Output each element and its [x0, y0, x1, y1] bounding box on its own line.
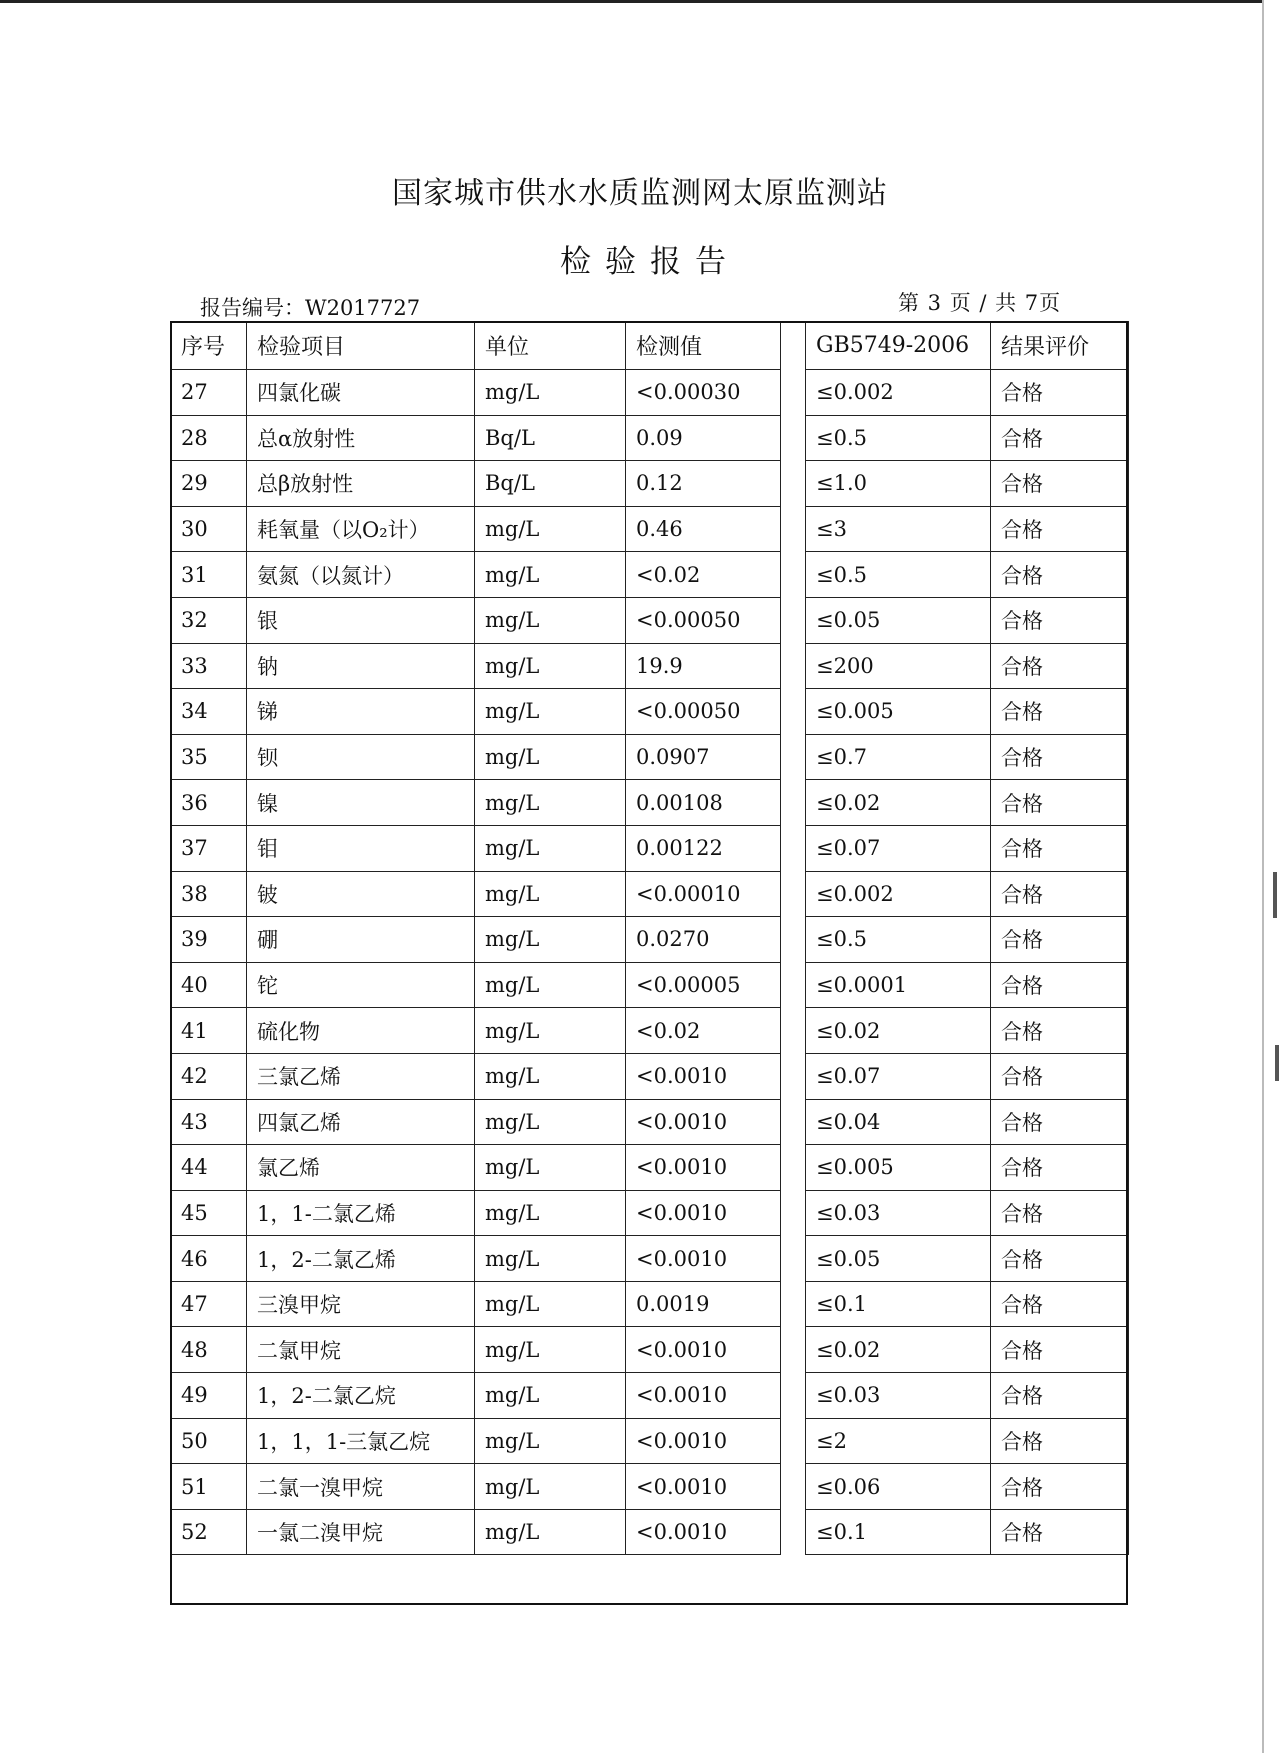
- row-unit: mg/L: [475, 552, 626, 598]
- table-row: [171, 597, 1129, 643]
- row-unit: mg/L: [475, 825, 626, 871]
- column-gap: [781, 1236, 806, 1282]
- row-item: 镍: [247, 780, 475, 826]
- row-index: 48: [171, 1327, 247, 1373]
- row-item: 四氯乙烯: [247, 1099, 475, 1145]
- table-row: [171, 1281, 1129, 1327]
- row-value: <0.0010: [626, 1327, 781, 1373]
- row-item: 铊: [247, 962, 475, 1008]
- row-result: 合格: [991, 1281, 1129, 1327]
- page-subtitle: 检验报告: [560, 244, 740, 280]
- row-index: 38: [171, 871, 247, 917]
- table-row: [171, 1464, 1129, 1510]
- row-value: <0.0010: [626, 1464, 781, 1510]
- row-standard: ≤0.5: [806, 917, 991, 963]
- row-item: 钠: [247, 643, 475, 689]
- row-standard: ≤0.0001: [806, 962, 991, 1008]
- table-row: [171, 871, 1129, 917]
- row-unit: mg/L: [475, 1236, 626, 1282]
- column-gap: [781, 597, 806, 643]
- row-standard: ≤0.5: [806, 552, 991, 598]
- column-gap: [781, 1464, 806, 1510]
- row-standard: ≤0.04: [806, 1099, 991, 1145]
- row-index: 49: [171, 1373, 247, 1419]
- row-standard: ≤0.02: [806, 780, 991, 826]
- row-standard: ≤0.03: [806, 1190, 991, 1236]
- row-item: 1，1-二氯乙烯: [247, 1190, 475, 1236]
- row-item: 硼: [247, 917, 475, 963]
- row-index: 39: [171, 917, 247, 963]
- row-index: 29: [171, 461, 247, 507]
- row-item: 氯乙烯: [247, 1145, 475, 1191]
- row-item: 三溴甲烷: [247, 1281, 475, 1327]
- column-gap: [781, 962, 806, 1008]
- row-standard: ≤0.05: [806, 1236, 991, 1282]
- row-result: 合格: [991, 461, 1129, 507]
- column-gap: [781, 552, 806, 598]
- column-gap: [781, 917, 806, 963]
- row-index: 35: [171, 734, 247, 780]
- row-index: 34: [171, 689, 247, 735]
- row-standard: ≤0.002: [806, 370, 991, 416]
- row-value: 0.00108: [626, 780, 781, 826]
- column-gap: [781, 1053, 806, 1099]
- row-value: 0.09: [626, 415, 781, 461]
- row-standard: ≤200: [806, 643, 991, 689]
- row-unit: mg/L: [475, 643, 626, 689]
- row-result: 合格: [991, 917, 1129, 963]
- top-edge-rule: [0, 0, 1262, 3]
- column-gap: [781, 871, 806, 917]
- column-gap: [781, 461, 806, 507]
- row-item: 硫化物: [247, 1008, 475, 1054]
- row-result: 合格: [991, 780, 1129, 826]
- col-header-value: 检测值: [626, 322, 781, 370]
- row-standard: ≤0.05: [806, 597, 991, 643]
- row-result: 合格: [991, 1464, 1129, 1510]
- table-row: [171, 962, 1129, 1008]
- row-unit: mg/L: [475, 1190, 626, 1236]
- row-result: 合格: [991, 552, 1129, 598]
- row-unit: mg/L: [475, 370, 626, 416]
- column-gap: [781, 506, 806, 552]
- row-item: 银: [247, 597, 475, 643]
- row-index: 31: [171, 552, 247, 598]
- table-row: [171, 1190, 1129, 1236]
- scan-speck: [1275, 1045, 1279, 1081]
- row-index: 36: [171, 780, 247, 826]
- table-row: [171, 734, 1129, 780]
- table-row: [171, 1418, 1129, 1464]
- table-row: [171, 506, 1129, 552]
- row-unit: mg/L: [475, 1281, 626, 1327]
- row-value: <0.02: [626, 552, 781, 598]
- row-standard: ≤1.0: [806, 461, 991, 507]
- table-row: [171, 415, 1129, 461]
- scan-speck: [1273, 872, 1277, 918]
- table-row: [171, 461, 1129, 507]
- row-item: 耗氧量（以O₂计）: [247, 506, 475, 552]
- row-item: 二氯一溴甲烷: [247, 1464, 475, 1510]
- row-value: <0.0010: [626, 1373, 781, 1419]
- row-standard: ≤0.07: [806, 1053, 991, 1099]
- row-result: 合格: [991, 1418, 1129, 1464]
- row-unit: mg/L: [475, 1464, 626, 1510]
- row-unit: mg/L: [475, 689, 626, 735]
- row-value: <0.00050: [626, 689, 781, 735]
- table-row: [171, 1008, 1129, 1054]
- row-result: 合格: [991, 643, 1129, 689]
- row-unit: mg/L: [475, 1099, 626, 1145]
- column-gap: [781, 1099, 806, 1145]
- row-index: 45: [171, 1190, 247, 1236]
- row-item: 1，2-二氯乙烷: [247, 1373, 475, 1419]
- col-header-index: 序号: [171, 322, 247, 370]
- row-unit: mg/L: [475, 1373, 626, 1419]
- row-unit: Bq/L: [475, 415, 626, 461]
- row-value: 0.0270: [626, 917, 781, 963]
- column-gap: [781, 1008, 806, 1054]
- col-header-unit: 单位: [475, 322, 626, 370]
- column-gap: [781, 1327, 806, 1373]
- row-index: 42: [171, 1053, 247, 1099]
- row-value: <0.0010: [626, 1509, 781, 1555]
- row-result: 合格: [991, 1099, 1129, 1145]
- row-index: 27: [171, 370, 247, 416]
- row-item: 1，1，1-三氯乙烷: [247, 1418, 475, 1464]
- row-value: <0.00005: [626, 962, 781, 1008]
- row-standard: ≤0.7: [806, 734, 991, 780]
- row-item: 钡: [247, 734, 475, 780]
- row-result: 合格: [991, 1373, 1129, 1419]
- row-result: 合格: [991, 1236, 1129, 1282]
- row-result: 合格: [991, 1509, 1129, 1555]
- row-unit: Bq/L: [475, 461, 626, 507]
- row-standard: ≤2: [806, 1418, 991, 1464]
- table-row: [171, 1236, 1129, 1282]
- row-unit: mg/L: [475, 1509, 626, 1555]
- row-value: 0.46: [626, 506, 781, 552]
- row-value: <0.00030: [626, 370, 781, 416]
- table-row: [171, 825, 1129, 871]
- row-index: 44: [171, 1145, 247, 1191]
- row-value: 0.12: [626, 461, 781, 507]
- row-unit: mg/L: [475, 780, 626, 826]
- column-gap: [781, 370, 806, 416]
- row-unit: mg/L: [475, 1418, 626, 1464]
- row-unit: mg/L: [475, 597, 626, 643]
- table-row: [171, 643, 1129, 689]
- table-row: [171, 780, 1129, 826]
- row-result: 合格: [991, 506, 1129, 552]
- table-header-row: [171, 322, 1129, 370]
- column-gap: [781, 689, 806, 735]
- row-item: 一氯二溴甲烷: [247, 1509, 475, 1555]
- row-item: 锑: [247, 689, 475, 735]
- col-header-result: 结果评价: [991, 322, 1129, 370]
- row-standard: ≤0.5: [806, 415, 991, 461]
- row-value: <0.0010: [626, 1145, 781, 1191]
- row-result: 合格: [991, 689, 1129, 735]
- row-unit: mg/L: [475, 1327, 626, 1373]
- row-value: 0.0019: [626, 1281, 781, 1327]
- row-result: 合格: [991, 1145, 1129, 1191]
- table-row: [171, 689, 1129, 735]
- row-index: 51: [171, 1464, 247, 1510]
- row-result: 合格: [991, 734, 1129, 780]
- table-row: [171, 1327, 1129, 1373]
- table-row: [171, 370, 1129, 416]
- table-row: [171, 1145, 1129, 1191]
- row-result: 合格: [991, 962, 1129, 1008]
- row-result: 合格: [991, 871, 1129, 917]
- row-result: 合格: [991, 1053, 1129, 1099]
- row-value: <0.0010: [626, 1190, 781, 1236]
- column-gap: [781, 1281, 806, 1327]
- row-index: 46: [171, 1236, 247, 1282]
- table-row: [171, 552, 1129, 598]
- column-gap: [781, 322, 806, 370]
- row-item: 钼: [247, 825, 475, 871]
- row-index: 28: [171, 415, 247, 461]
- column-gap: [781, 415, 806, 461]
- row-standard: ≤0.1: [806, 1509, 991, 1555]
- row-item: 氨氮（以氮计）: [247, 552, 475, 598]
- row-unit: mg/L: [475, 734, 626, 780]
- table-row: [171, 1053, 1129, 1099]
- row-unit: mg/L: [475, 1053, 626, 1099]
- table-body: [171, 370, 1129, 1555]
- row-index: 41: [171, 1008, 247, 1054]
- row-item: 1，2-二氯乙烯: [247, 1236, 475, 1282]
- row-item: 铍: [247, 871, 475, 917]
- row-standard: ≤0.005: [806, 689, 991, 735]
- row-index: 40: [171, 962, 247, 1008]
- row-unit: mg/L: [475, 506, 626, 552]
- page-title: 国家城市供水水质监测网太原监测站: [392, 176, 888, 211]
- row-item: 总β放射性: [247, 461, 475, 507]
- row-index: 32: [171, 597, 247, 643]
- page-number: 第 3 页 / 共 7页: [898, 291, 1062, 315]
- report-number: 报告编号：W2017727: [200, 296, 421, 320]
- column-gap: [781, 780, 806, 826]
- row-unit: mg/L: [475, 1145, 626, 1191]
- row-unit: mg/L: [475, 1008, 626, 1054]
- row-result: 合格: [991, 370, 1129, 416]
- row-value: <0.0010: [626, 1053, 781, 1099]
- row-value: 0.0907: [626, 734, 781, 780]
- row-standard: ≤0.002: [806, 871, 991, 917]
- row-standard: ≤0.1: [806, 1281, 991, 1327]
- table-row: [171, 1509, 1129, 1555]
- row-index: 33: [171, 643, 247, 689]
- row-standard: ≤0.03: [806, 1373, 991, 1419]
- col-header-standard: GB5749-2006: [806, 322, 991, 370]
- row-item: 四氯化碳: [247, 370, 475, 416]
- column-gap: [781, 1190, 806, 1236]
- row-unit: mg/L: [475, 917, 626, 963]
- col-header-item: 检验项目: [247, 322, 475, 370]
- row-value: 0.00122: [626, 825, 781, 871]
- row-standard: ≤0.06: [806, 1464, 991, 1510]
- table-row: [171, 1099, 1129, 1145]
- row-result: 合格: [991, 825, 1129, 871]
- row-index: 30: [171, 506, 247, 552]
- row-index: 43: [171, 1099, 247, 1145]
- row-value: <0.0010: [626, 1236, 781, 1282]
- row-unit: mg/L: [475, 962, 626, 1008]
- row-result: 合格: [991, 1327, 1129, 1373]
- row-item: 三氯乙烯: [247, 1053, 475, 1099]
- row-index: 47: [171, 1281, 247, 1327]
- row-index: 52: [171, 1509, 247, 1555]
- column-gap: [781, 1418, 806, 1464]
- row-result: 合格: [991, 597, 1129, 643]
- row-standard: ≤0.07: [806, 825, 991, 871]
- table-row: [171, 917, 1129, 963]
- row-value: <0.02: [626, 1008, 781, 1054]
- column-gap: [781, 1509, 806, 1555]
- row-value: <0.00050: [626, 597, 781, 643]
- row-index: 37: [171, 825, 247, 871]
- row-index: 50: [171, 1418, 247, 1464]
- row-value: <0.00010: [626, 871, 781, 917]
- row-standard: ≤0.02: [806, 1008, 991, 1054]
- column-gap: [781, 734, 806, 780]
- column-gap: [781, 1145, 806, 1191]
- row-item: 二氯甲烷: [247, 1327, 475, 1373]
- row-value: <0.0010: [626, 1099, 781, 1145]
- row-standard: ≤0.02: [806, 1327, 991, 1373]
- row-result: 合格: [991, 1008, 1129, 1054]
- row-unit: mg/L: [475, 871, 626, 917]
- table-row: [171, 1373, 1129, 1419]
- row-item: 总α放射性: [247, 415, 475, 461]
- inspection-table: [170, 321, 1129, 1555]
- row-result: 合格: [991, 415, 1129, 461]
- column-gap: [781, 1373, 806, 1419]
- row-standard: ≤0.005: [806, 1145, 991, 1191]
- row-value: <0.0010: [626, 1418, 781, 1464]
- row-result: 合格: [991, 1190, 1129, 1236]
- row-standard: ≤3: [806, 506, 991, 552]
- column-gap: [781, 643, 806, 689]
- column-gap: [781, 825, 806, 871]
- row-value: 19.9: [626, 643, 781, 689]
